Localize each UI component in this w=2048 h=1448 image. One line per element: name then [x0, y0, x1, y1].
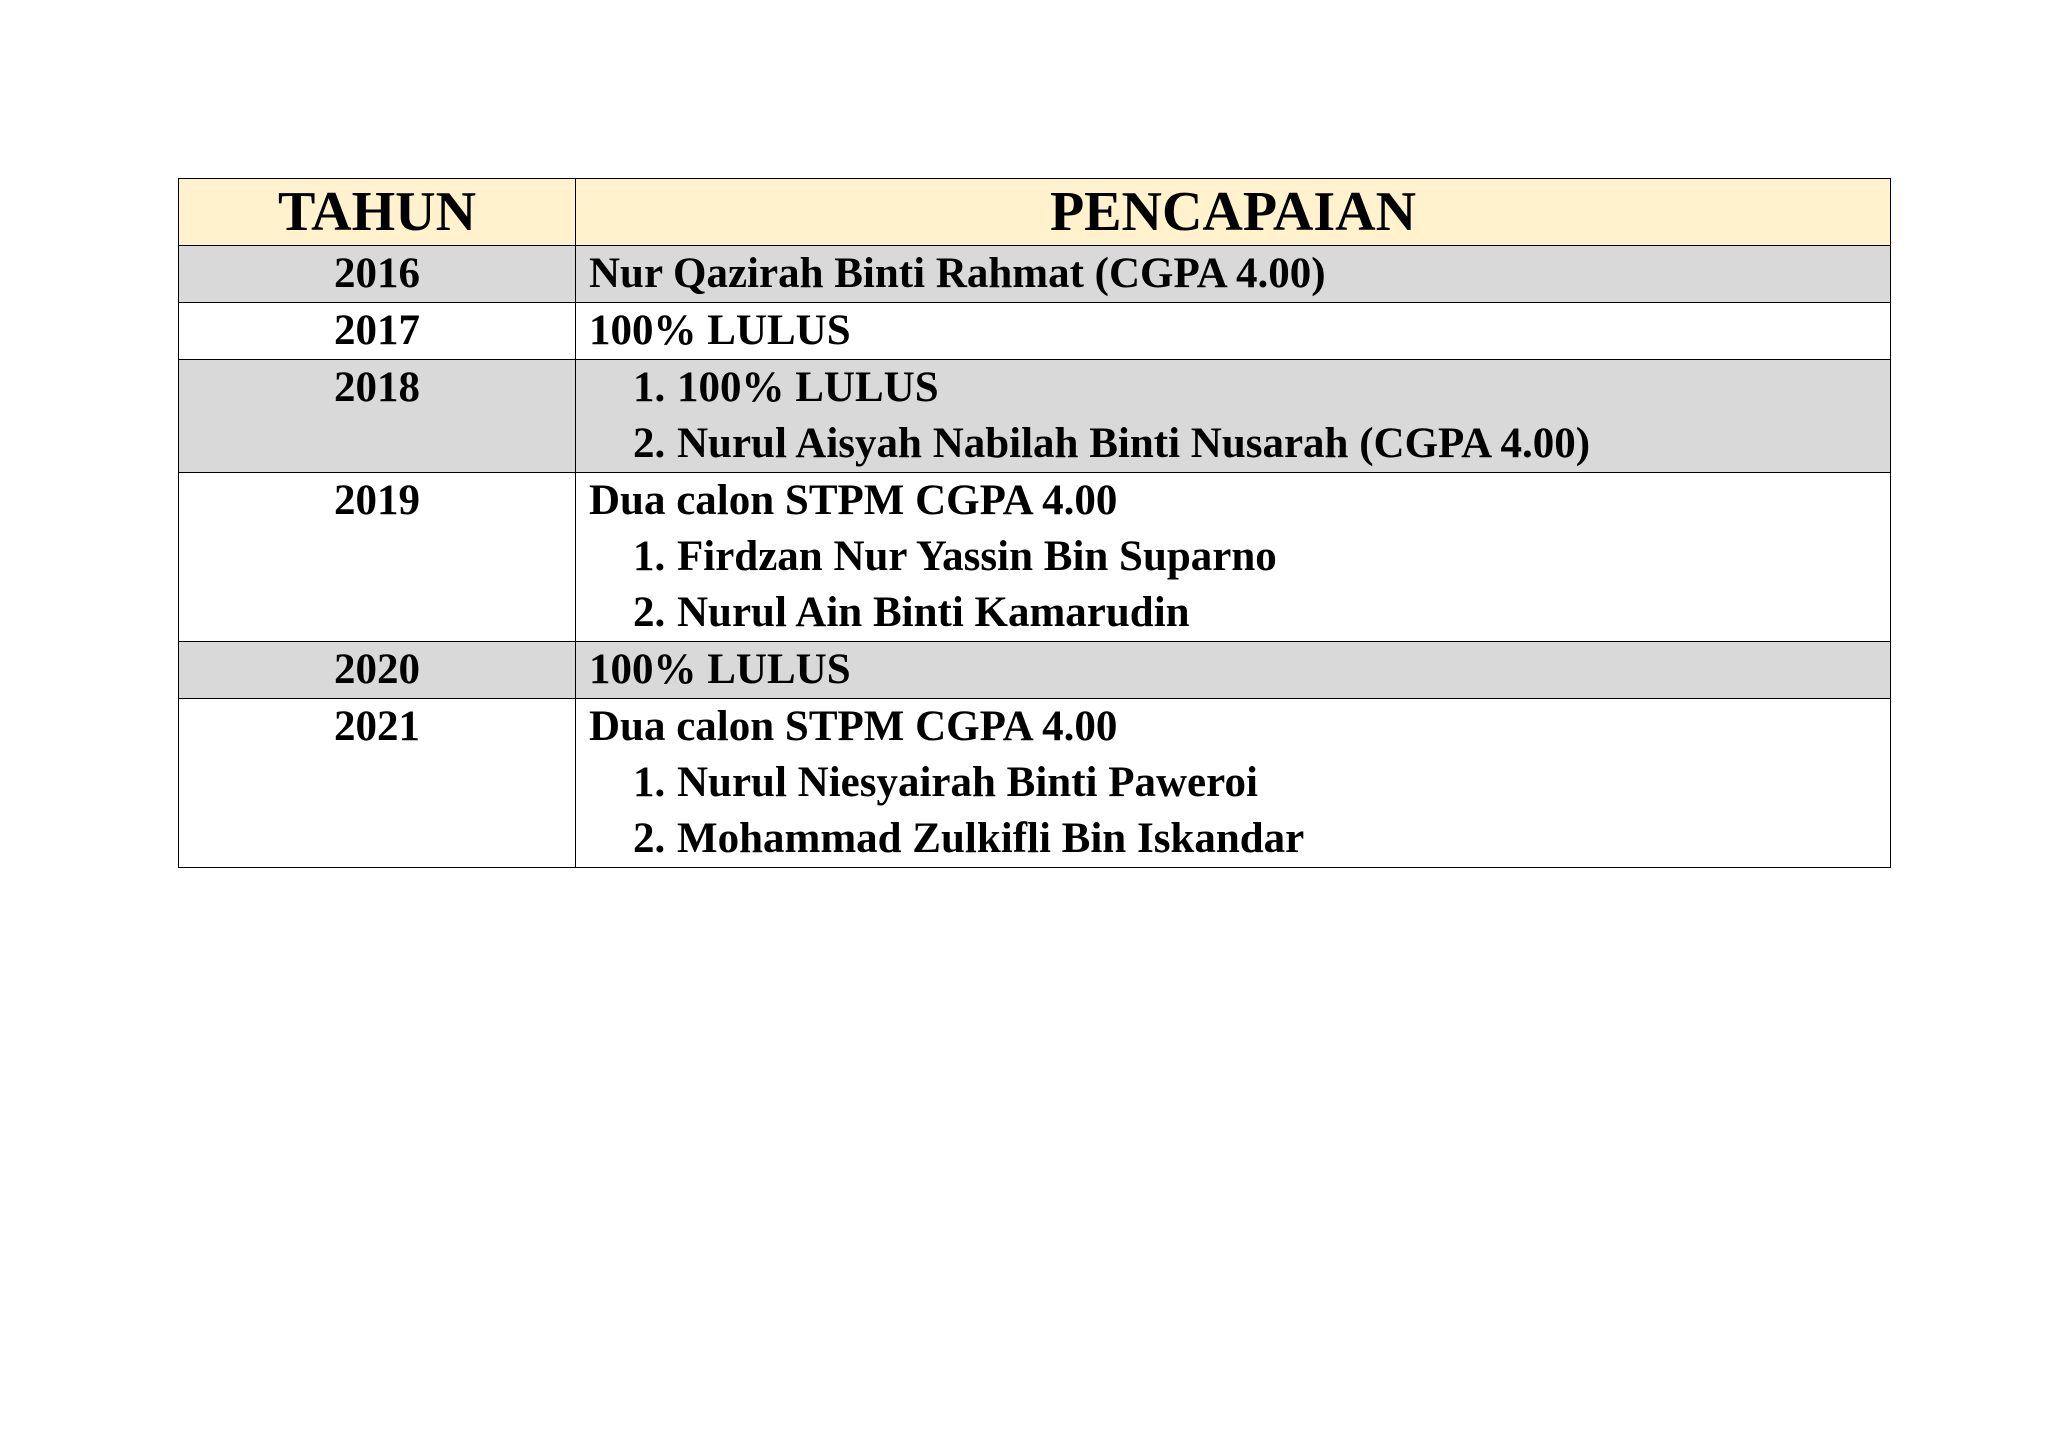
year-cell: 2017	[179, 303, 576, 360]
achievement-list	[589, 360, 1890, 472]
list-item-label: 100% LULUS	[677, 364, 939, 411]
list-item	[589, 416, 1890, 472]
header-achievement: PENCAPAIAN	[576, 179, 1891, 246]
list-item-label: Nurul Aisyah Nabilah Binti Nusarah (CGPA 4.00)	[677, 420, 1591, 467]
table-row	[179, 246, 1891, 303]
achievement-cell	[576, 360, 1891, 473]
table-body	[179, 246, 1891, 868]
list-item	[589, 360, 1890, 416]
year-cell: 2019	[179, 473, 576, 642]
table-row	[179, 360, 1891, 473]
achievement-text: Dua calon STPM CGPA 4.00	[589, 703, 1118, 750]
table-header-row	[179, 179, 1891, 246]
list-item-number: 2.	[633, 589, 666, 636]
table-row	[179, 642, 1891, 699]
list-item-label: Firdzan Nur Yassin Bin Suparno	[677, 533, 1277, 580]
header-year: TAHUN	[179, 179, 576, 246]
year-cell: 2021	[179, 699, 576, 868]
achievement-text: 100% LULUS	[589, 307, 851, 354]
achievement-cell	[576, 246, 1891, 303]
achievement-cell	[576, 303, 1891, 360]
achievement-cell	[576, 473, 1891, 642]
list-item	[589, 529, 1890, 585]
year-cell: 2016	[179, 246, 576, 303]
achievement-text: Nur Qazirah Binti Rahmat (CGPA 4.00)	[589, 250, 1326, 297]
table-row	[179, 699, 1891, 868]
list-item	[589, 585, 1890, 641]
achievement-list	[589, 529, 1890, 641]
list-item-label: Nurul Ain Binti Kamarudin	[677, 589, 1190, 636]
table-row	[179, 473, 1891, 642]
list-item-number: 2.	[633, 420, 666, 467]
year-cell: 2020	[179, 642, 576, 699]
list-item	[589, 811, 1890, 867]
list-item	[589, 755, 1890, 811]
list-item-number: 2.	[633, 815, 666, 862]
list-item-number: 1.	[633, 759, 666, 806]
achievement-text: Dua calon STPM CGPA 4.00	[589, 477, 1118, 524]
achievement-list	[589, 755, 1890, 867]
list-item-number: 1.	[633, 533, 666, 580]
table-row	[179, 303, 1891, 360]
list-item-label: Nurul Niesyairah Binti Paweroi	[677, 759, 1258, 806]
achievement-cell	[576, 699, 1891, 868]
achievement-text: 100% LULUS	[589, 646, 851, 693]
achievement-table	[178, 178, 1891, 868]
list-item-number: 1.	[633, 364, 666, 411]
year-cell: 2018	[179, 360, 576, 473]
list-item-label: Mohammad Zulkifli Bin Iskandar	[677, 815, 1305, 862]
achievement-cell	[576, 642, 1891, 699]
